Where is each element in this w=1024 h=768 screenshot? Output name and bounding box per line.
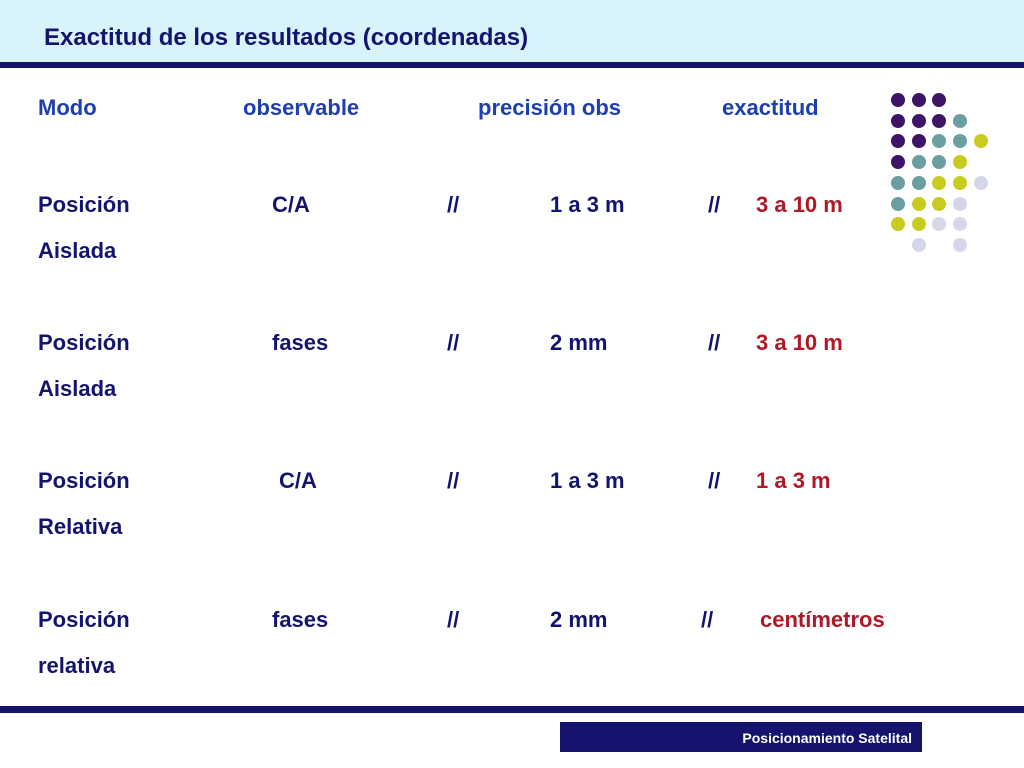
- row-2-separator-1: //: [447, 330, 460, 355]
- grid-dot: [953, 176, 967, 190]
- row-4-observable: fases: [272, 607, 329, 632]
- grid-dot: [974, 176, 988, 190]
- row-4-mode-sub: relativa: [38, 653, 116, 678]
- grid-dot: [932, 155, 946, 169]
- grid-dot: [912, 197, 926, 211]
- grid-dot: [953, 134, 967, 148]
- grid-dot: [932, 114, 946, 128]
- grid-dot: [912, 176, 926, 190]
- column-header-accuracy: exactitud: [722, 95, 819, 120]
- row-1-accuracy: 3 a 10 m: [756, 192, 843, 217]
- grid-dot: [912, 238, 926, 252]
- row-3-mode-sub: Relativa: [38, 514, 123, 539]
- row-3-precision: 1 a 3 m: [550, 468, 625, 493]
- row-2-observable: fases: [272, 330, 329, 355]
- grid-dot: [912, 93, 926, 107]
- grid-dot: [932, 217, 946, 231]
- grid-dot: [891, 114, 905, 128]
- column-header-observable: observable: [243, 95, 360, 120]
- row-4-separator-2: //: [701, 607, 714, 632]
- row-4-separator-1: //: [447, 607, 460, 632]
- row-3-mode: Posición: [38, 468, 130, 493]
- grid-dot: [974, 134, 988, 148]
- grid-dot: [932, 197, 946, 211]
- grid-dot: [912, 217, 926, 231]
- row-1-observable: C/A: [272, 192, 310, 217]
- grid-dot: [891, 176, 905, 190]
- grid-dot: [891, 134, 905, 148]
- footer-divider: [0, 706, 1024, 713]
- row-2-separator-2: //: [708, 330, 721, 355]
- row-3-observable: C/A: [279, 468, 317, 493]
- column-header-precision: precisión obs: [478, 95, 622, 120]
- grid-dot: [912, 155, 926, 169]
- grid-dot: [932, 176, 946, 190]
- row-3-separator-1: //: [447, 468, 460, 493]
- row-4-mode: Posición: [38, 607, 130, 632]
- grid-dot: [953, 155, 967, 169]
- grid-dot: [953, 114, 967, 128]
- slide-title: Exactitud de los resultados (coordenadas): [44, 24, 529, 51]
- row-1-mode-sub: Aislada: [38, 238, 117, 263]
- row-2-mode-sub: Aislada: [38, 376, 117, 401]
- row-2-mode: Posición: [38, 330, 130, 355]
- row-2-accuracy: 3 a 10 m: [756, 330, 843, 355]
- grid-dot: [912, 114, 926, 128]
- row-1-mode: Posición: [38, 192, 130, 217]
- row-2-precision: 2 mm: [550, 330, 608, 355]
- grid-dot: [953, 217, 967, 231]
- grid-dot: [891, 93, 905, 107]
- grid-dot: [891, 155, 905, 169]
- grid-dot: [953, 197, 967, 211]
- grid-dot: [891, 217, 905, 231]
- column-header-mode: Modo: [38, 95, 97, 120]
- row-1-separator-2: //: [708, 192, 721, 217]
- grid-dot: [891, 197, 905, 211]
- row-1-separator-1: //: [447, 192, 460, 217]
- header-divider: [0, 62, 1024, 68]
- grid-dot: [953, 238, 967, 252]
- row-1-precision: 1 a 3 m: [550, 192, 625, 217]
- row-4-precision: 2 mm: [550, 607, 608, 632]
- footer-badge: [560, 722, 922, 752]
- grid-dot: [932, 93, 946, 107]
- row-3-separator-2: //: [708, 468, 721, 493]
- footer-label: Posicionamiento Satelital: [742, 730, 912, 746]
- grid-dot: [932, 134, 946, 148]
- grid-dot: [912, 134, 926, 148]
- row-3-accuracy: 1 a 3 m: [756, 468, 831, 493]
- row-4-accuracy: centímetros: [760, 607, 885, 632]
